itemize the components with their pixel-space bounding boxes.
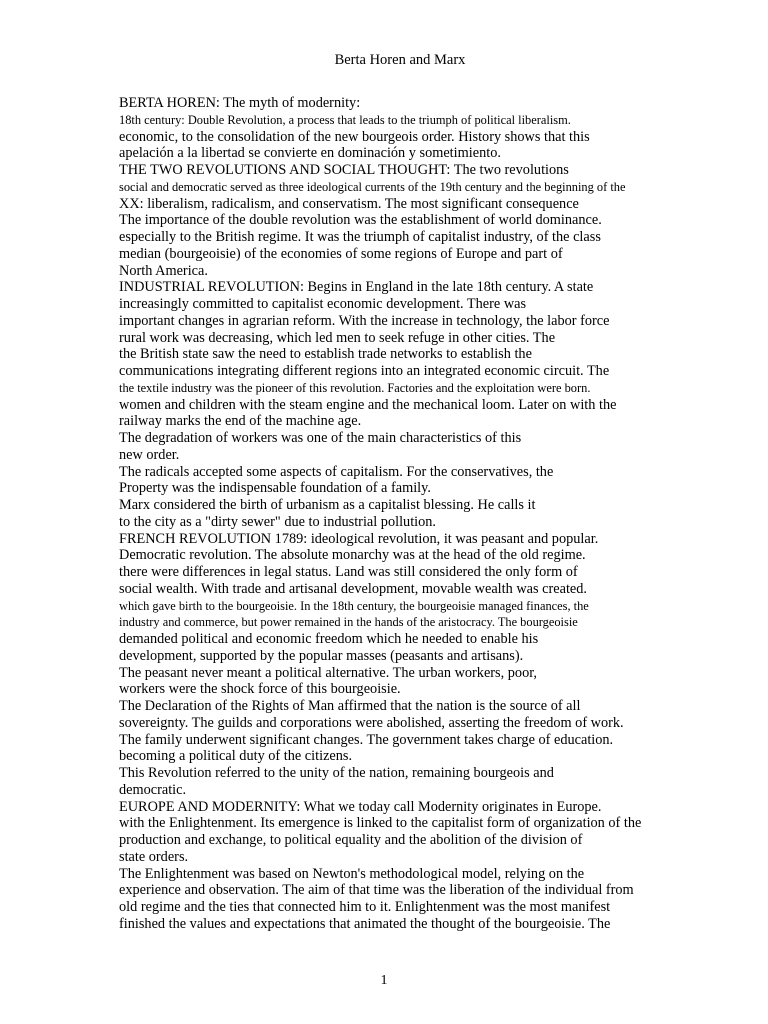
text-line: democratic. bbox=[119, 781, 187, 798]
text-line: especially to the British regime. It was the triumph of capitalist industry, of the class bbox=[119, 229, 601, 245]
text-line: railway marks the end of the machine age. bbox=[119, 413, 362, 430]
text-line: XX: liberalism, radicalism, and conservatism. The most significant consequence bbox=[119, 195, 579, 212]
text-line: communications integrating different regions into an integrated economic circuit. The bbox=[119, 363, 610, 379]
text-line: industry and commerce, but power remained in the hands of the aristocracy. The bourgeoisie bbox=[119, 615, 578, 630]
text-line: old regime and the ties that connected him to it. Enlightenment was the most manifest bbox=[119, 899, 611, 915]
text-line: rural work was decreasing, which led men to seek refuge in other cities. The bbox=[119, 329, 556, 346]
text-line: social and democratic served as three ideological currents of the 19th century and the beginning of the bbox=[119, 179, 626, 194]
text-line: which gave birth to the bourgeoisie. In the 18th century, the bourgeoisie managed finances, the bbox=[119, 598, 589, 613]
text-line: production and exchange, to political equality and the abolition of the division of bbox=[119, 832, 583, 848]
text-line: The degradation of workers was one of the main characteristics of this bbox=[119, 430, 522, 446]
text-line: becoming a political duty of the citizens. bbox=[119, 748, 353, 765]
page-number: 1 bbox=[380, 973, 388, 988]
text-line: This Revolution referred to the unity of the nation, remaining bourgeois and bbox=[119, 765, 554, 781]
text-line: development, supported by the popular masses (peasants and artisans). bbox=[119, 647, 524, 664]
text-line: to the city as a "dirty sewer" due to industrial pollution. bbox=[119, 513, 437, 530]
text-line: North America. bbox=[119, 262, 208, 279]
text-line: important changes in agrarian reform. With the increase in technology, the labor force bbox=[119, 312, 610, 329]
text-line: Property was the indispensable foundation of a family. bbox=[119, 480, 431, 497]
text-line: experience and observation. The aim of that time was the liberation of the individual from bbox=[119, 882, 634, 899]
text-line: apelación a la libertad se convierte en dominación y sometimiento. bbox=[119, 145, 501, 162]
text-line: women and children with the steam engine and the mechanical loom. Later on with the bbox=[119, 396, 617, 413]
text-line: EUROPE AND MODERNITY: What we today call Modernity originates in Europe. bbox=[119, 798, 602, 815]
text-line: The Enlightenment was based on Newton's methodological model, relying on the bbox=[119, 865, 585, 882]
text-line: The radicals accepted some aspects of capitalism. For the conservatives, the bbox=[119, 463, 554, 480]
text-line: Democratic revolution. The absolute monarchy was at the head of the old regime. bbox=[119, 547, 586, 564]
text-line: THE TWO REVOLUTIONS AND SOCIAL THOUGHT: The two revolutions bbox=[119, 162, 569, 178]
text-line: finished the values and expectations that animated the thought of the bourgeoisie. The bbox=[119, 915, 611, 932]
text-line: median (bourgeoisie) of the economies of some regions of Europe and part of bbox=[119, 245, 563, 262]
text-line: INDUSTRIAL REVOLUTION: Begins in England in the late 18th century. A state bbox=[119, 279, 594, 296]
text-line: there were differences in legal status. Land was still considered the only form of bbox=[119, 564, 578, 580]
text-line: demanded political and economic freedom which he needed to enable his bbox=[119, 631, 539, 647]
text-line: with the Enlightenment. Its emergence is linked to the capitalist form of organization of the bbox=[119, 815, 642, 832]
document-title: Berta Horen and Marx bbox=[334, 52, 466, 68]
text-line: state orders. bbox=[119, 848, 189, 865]
text-line: FRENCH REVOLUTION 1789: ideological revolution, it was peasant and popular. bbox=[119, 530, 599, 547]
text-line: economic, to the consolidation of the new bourgeois order. History shows that this bbox=[119, 128, 590, 145]
text-line: The peasant never meant a political alternative. The urban workers, poor, bbox=[119, 664, 537, 681]
text-line: increasingly committed to capitalist economic development. There was bbox=[119, 296, 527, 312]
text-line: the British state saw the need to establish trade networks to establish the bbox=[119, 346, 532, 363]
text-line: The family underwent significant changes. The government takes charge of education. bbox=[119, 731, 614, 748]
text-line: workers were the shock force of this bourgeoisie. bbox=[119, 681, 401, 698]
text-line: social wealth. With trade and artisanal development, movable wealth was created. bbox=[119, 580, 587, 597]
text-line: sovereignty. The guilds and corporations were abolished, asserting the freedom of work. bbox=[119, 714, 624, 731]
text-line: The Declaration of the Rights of Man affirmed that the nation is the source of all bbox=[119, 698, 581, 714]
text-line: Marx considered the birth of urbanism as a capitalist blessing. He calls it bbox=[119, 497, 536, 513]
document-body bbox=[119, 95, 759, 933]
text-line: The importance of the double revolution was the establishment of world dominance. bbox=[119, 212, 602, 229]
text-line: BERTA HOREN: The myth of modernity: bbox=[119, 95, 361, 111]
text-line: 18th century: Double Revolution, a process that leads to the triumph of political liberalism. bbox=[119, 112, 571, 127]
text-line: new order. bbox=[119, 446, 180, 463]
text-line: the textile industry was the pioneer of this revolution. Factories and the exploitation were born. bbox=[119, 380, 591, 395]
